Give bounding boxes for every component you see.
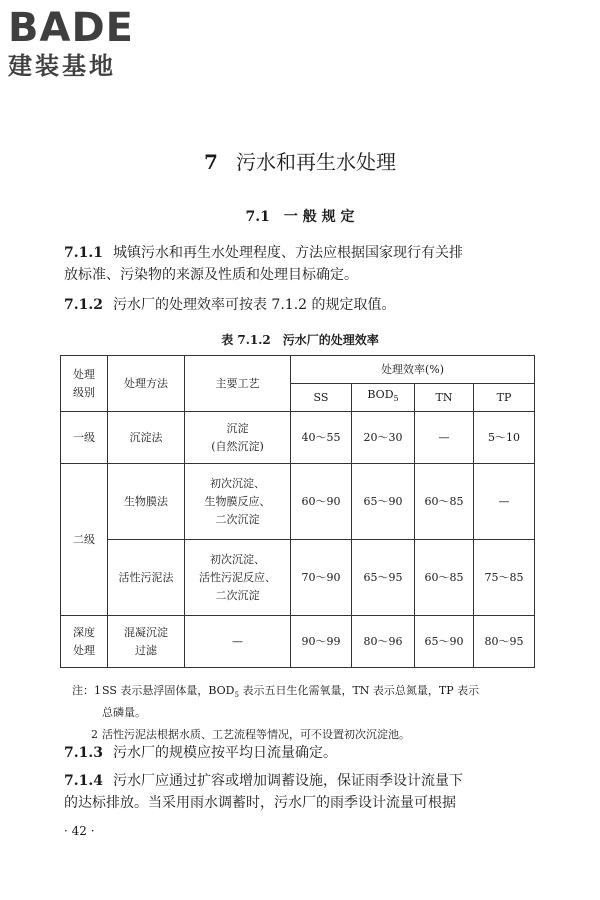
clause-7-1-1 bbox=[64, 242, 536, 286]
header-efficiency: 处理效率(%) bbox=[291, 356, 535, 384]
cell-process: 初次沉淀、 活性污泥反应、 二次沉淀 bbox=[185, 540, 291, 616]
header-ss: SS bbox=[291, 384, 352, 412]
cell-method: 活性污泥法 bbox=[108, 540, 185, 616]
header-bod: $BOD_5$ bbox=[352, 384, 415, 412]
cell-process: — bbox=[185, 616, 291, 668]
cell-level: 一级 bbox=[61, 412, 108, 464]
clause-text: 城镇污水和再生水处理程度、方法应根据国家现行有关排 bbox=[112, 245, 463, 261]
header-method: 处理方法 bbox=[108, 356, 185, 412]
clause-text: 污水厂应通过扩容或增加调蓄设施，保证雨季设计流量下 bbox=[112, 773, 463, 789]
logo-subtitle: 建装基地 bbox=[8, 52, 116, 80]
clause-text: 放标准、污染物的来源及性质和处理目标确定。 bbox=[64, 267, 358, 283]
cell-bod: 20～30 bbox=[352, 412, 415, 464]
cell-ss: 60～90 bbox=[291, 464, 352, 540]
clause-number: 7.1.2 bbox=[64, 297, 103, 313]
note-1: 注：1SS 表示悬浮固体量，$BOD_5$ 表示五日生化需氧量，TN 表示总氮量，TP 表示 bbox=[72, 684, 480, 700]
header-process: 主要工艺 bbox=[185, 356, 291, 412]
chapter-title: 污水和再生水处理 bbox=[235, 150, 396, 174]
table-caption: 表 7.1.2 污水厂的处理效率 bbox=[221, 333, 379, 347]
cell-process: 初次沉淀、 生物膜反应、 二次沉淀 bbox=[185, 464, 291, 540]
header-tn: TN bbox=[415, 384, 474, 412]
cell-method: 生物膜法 bbox=[108, 464, 185, 540]
clause-text: 污水厂的处理效率可按表 7.1.2 的规定取值。 bbox=[112, 297, 396, 313]
clause-text: 的达标排放。当采用雨水调蓄时，污水厂的雨季设计流量可根据 bbox=[64, 795, 456, 811]
clause-7-1-4 bbox=[64, 770, 536, 814]
bade-logo bbox=[8, 6, 134, 80]
logo-wordmark: BADE bbox=[8, 5, 134, 51]
clause-7-1-2 bbox=[64, 294, 536, 316]
header-level: 处理 级别 bbox=[61, 356, 108, 412]
cell-level: 深度 处理 bbox=[61, 616, 108, 668]
clause-number: 7.1.1 bbox=[64, 245, 103, 261]
page-number: · 42 · bbox=[64, 824, 95, 838]
clause-number: 7.1.3 bbox=[64, 745, 103, 761]
section-title: 一 般 规 定 bbox=[283, 209, 355, 225]
cell-bod: 65～95 bbox=[352, 540, 415, 616]
header-tp: TP bbox=[474, 384, 535, 412]
cell-tp: 75～85 bbox=[474, 540, 535, 616]
cell-level: 二级 bbox=[61, 464, 108, 616]
section-heading bbox=[0, 206, 600, 226]
cell-method: 沉淀法 bbox=[108, 412, 185, 464]
cell-tn: 60～85 bbox=[415, 540, 474, 616]
cell-tp: 80～95 bbox=[474, 616, 535, 668]
clause-7-1-3 bbox=[64, 742, 536, 764]
cell-tp: — bbox=[474, 464, 535, 540]
chapter-number: 7 bbox=[204, 150, 218, 174]
cell-tn: 65～90 bbox=[415, 616, 474, 668]
cell-bod: 80～96 bbox=[352, 616, 415, 668]
cell-process: 沉淀 (自然沉淀) bbox=[185, 412, 291, 464]
clause-number: 7.1.4 bbox=[64, 773, 103, 789]
cell-ss: 40～55 bbox=[291, 412, 352, 464]
section-number: 7.1 bbox=[245, 209, 270, 225]
table-notes bbox=[72, 682, 542, 744]
clause-text: 污水厂的规模应按平均日流量确定。 bbox=[112, 745, 337, 761]
cell-tn: 60～85 bbox=[415, 464, 474, 540]
cell-tn: — bbox=[415, 412, 474, 464]
cell-tp: 5～10 bbox=[474, 412, 535, 464]
table-row bbox=[61, 616, 535, 668]
cell-method: 混凝沉淀 过滤 bbox=[108, 616, 185, 668]
cell-bod: 65～90 bbox=[352, 464, 415, 540]
note-1-continued: 总磷量。 bbox=[102, 706, 146, 720]
chapter-heading bbox=[0, 146, 600, 175]
table-header-row bbox=[61, 356, 535, 384]
table-row bbox=[61, 540, 535, 616]
note-2: 2 活性污泥法根据水质、工艺流程等情况，可不设置初次沉淀池。 bbox=[91, 728, 410, 742]
cell-ss: 90～99 bbox=[291, 616, 352, 668]
table-row bbox=[61, 412, 535, 464]
table-row bbox=[61, 464, 535, 540]
cell-ss: 70～90 bbox=[291, 540, 352, 616]
efficiency-table bbox=[60, 355, 535, 668]
